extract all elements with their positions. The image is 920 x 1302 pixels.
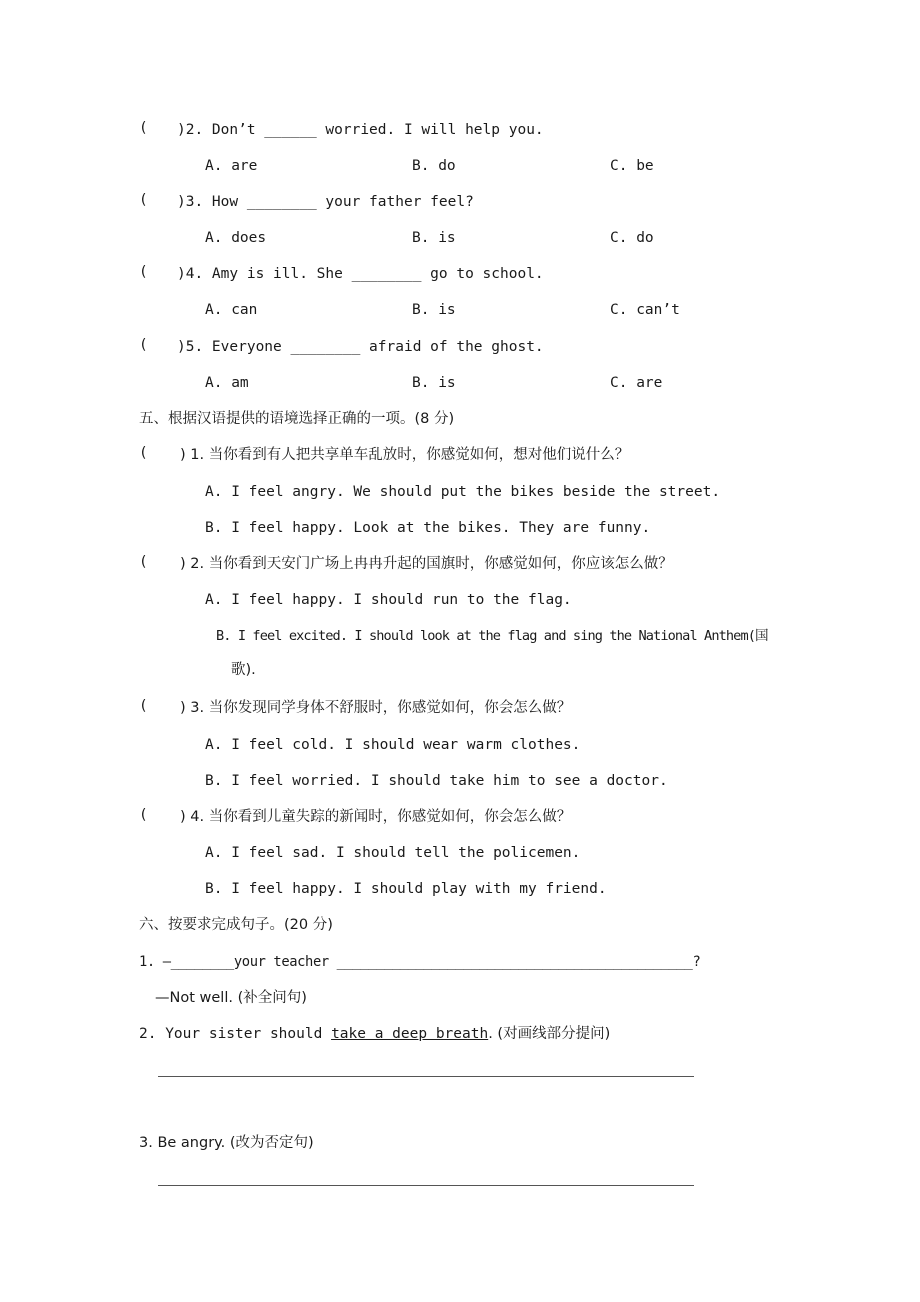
question-stem: )2. Don’t ______ worried. I will help you.: [177, 122, 544, 138]
answer-paren[interactable]: (: [139, 264, 148, 280]
q2-underlined: take a deep breath: [331, 1026, 489, 1042]
s6-question-3: 3. Be angry. (改为否定句): [139, 1135, 314, 1151]
s6-question-2: [139, 1024, 610, 1044]
answer-paren[interactable]: (: [139, 807, 148, 823]
answer-paren[interactable]: (: [139, 120, 148, 136]
option-b: B. do: [412, 158, 456, 174]
option-a: A. I feel happy. I should run to the flag.: [205, 592, 572, 608]
section-6-title: 六、按要求完成句子。(20 分): [139, 917, 333, 933]
question-stem: ) 2. 当你看到天安门广场上冉冉升起的国旗时，你感觉如何，你应该怎么做？: [180, 556, 673, 572]
option-b: B. I feel happy. Look at the bikes. They are funny.: [205, 520, 651, 536]
option-c: C. are: [610, 375, 663, 391]
option-b: B. is: [412, 230, 456, 246]
option-a: A. does: [205, 230, 267, 246]
option-a: A. I feel angry. We should put the bikes beside the street.: [205, 484, 721, 500]
answer-line[interactable]: [158, 1185, 694, 1186]
question-stem: )3. How ________ your father feel?: [177, 194, 474, 210]
s6-question-1-answer: —Not well. (补全问句): [155, 990, 307, 1006]
question-stem: ) 1. 当你看到有人把共享单车乱放时，你感觉如何，想对他们说什么？: [180, 447, 630, 463]
option-b-continuation: 歌).: [231, 662, 256, 678]
answer-paren[interactable]: (: [139, 698, 148, 714]
option-b: B. I feel happy. I should play with my friend.: [205, 881, 607, 897]
option-a: A. are: [205, 158, 258, 174]
answer-paren[interactable]: (: [139, 192, 148, 208]
option-b: B. is: [412, 302, 456, 318]
answer-paren[interactable]: (: [139, 337, 148, 353]
q2-prefix: 2. Your sister should: [139, 1026, 332, 1042]
option-b: B. is: [412, 375, 456, 391]
question-stem: ) 4. 当你看到儿童失踪的新闻时，你感觉如何，你会怎么做？: [180, 809, 572, 825]
option-a: A. am: [205, 375, 249, 391]
option-c: C. be: [610, 158, 654, 174]
answer-line[interactable]: [158, 1076, 694, 1077]
option-c: C. do: [610, 230, 654, 246]
answer-paren[interactable]: (: [139, 554, 148, 570]
section-5-title: 五、根据汉语提供的语境选择正确的一项。(8 分): [139, 411, 455, 427]
option-a: A. I feel sad. I should tell the policemen.: [205, 845, 581, 861]
question-stem: )4. Amy is ill. She ________ go to school.: [177, 266, 544, 282]
option-c: C. can’t: [610, 302, 680, 318]
answer-paren[interactable]: (: [139, 445, 148, 461]
question-stem: ) 3. 当你发现同学身体不舒服时，你感觉如何，你会怎么做？: [180, 700, 572, 716]
option-a: A. can: [205, 302, 258, 318]
option-b: B. I feel excited. I should look at the flag and sing the National Anthem(国: [216, 628, 768, 644]
option-b: B. I feel worried. I should take him to see a doctor.: [205, 773, 668, 789]
option-a: A. I feel cold. I should wear warm clothes.: [205, 737, 581, 753]
s6-question-1[interactable]: 1. —________your teacher _____________________________________________?: [139, 954, 701, 970]
q2-suffix: . (对画线部分提问): [488, 1026, 611, 1042]
question-stem: )5. Everyone ________ afraid of the ghost.: [177, 339, 544, 355]
